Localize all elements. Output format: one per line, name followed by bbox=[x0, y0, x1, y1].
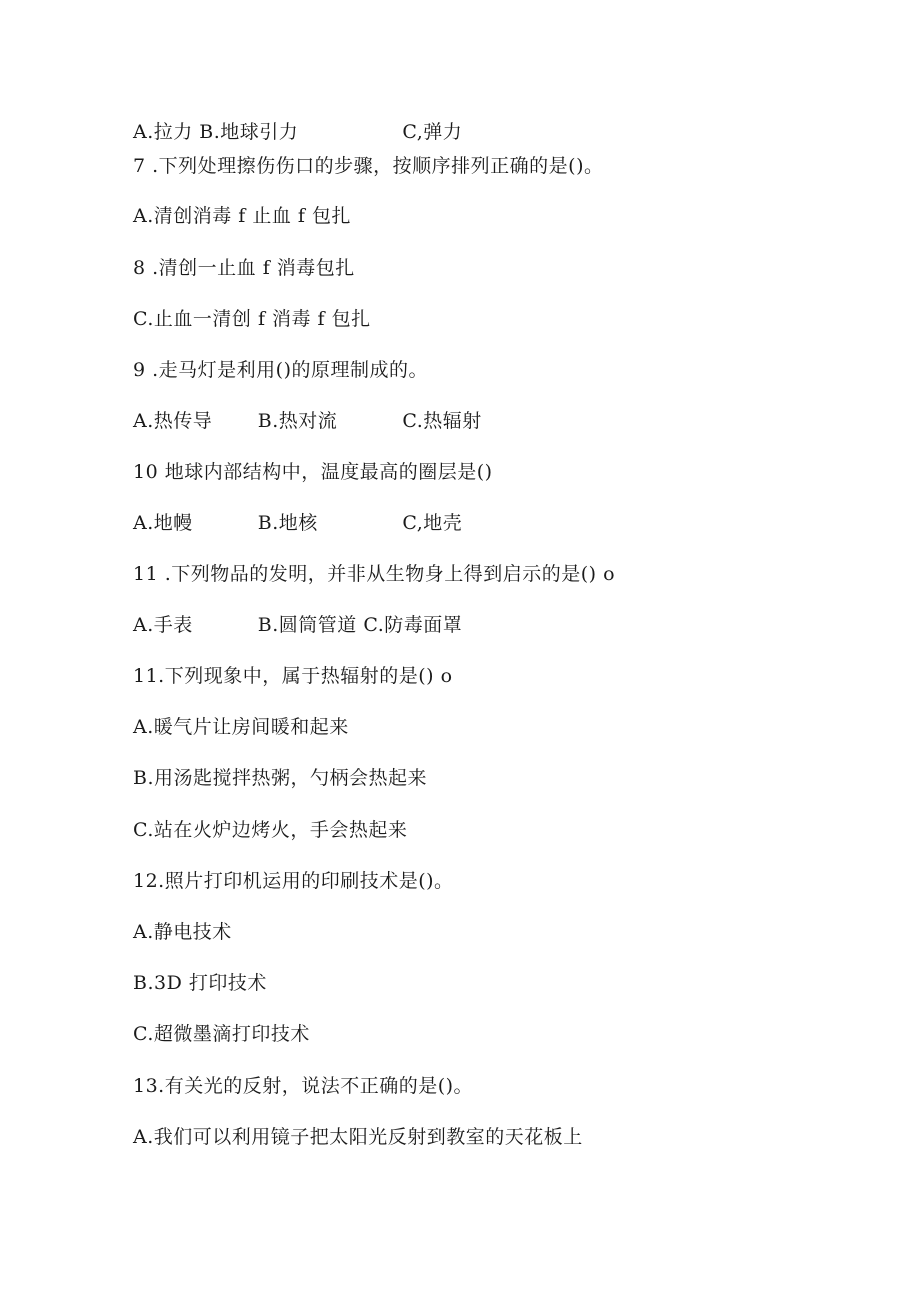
option-a-q12: A.静电技术 bbox=[133, 921, 232, 943]
option-c-q7: C.止血一清创 f 消毒 f 包扎 bbox=[133, 308, 371, 330]
question-13: 13.有关光的反射，说法不正确的是()。 bbox=[133, 1075, 474, 1097]
options-q10: A.地幔 B.地核 C,地壳 bbox=[133, 512, 463, 534]
option-c-q11b: C.站在火炉边烤火，手会热起来 bbox=[133, 819, 408, 841]
question-7: 7 .下列处理擦伤伤口的步骤，按顺序排列正确的是()。 bbox=[133, 155, 604, 177]
options-q9: A.热传导 B.热对流 C.热辐射 bbox=[133, 410, 482, 432]
question-12: 12.照片打印机运用的印刷技术是()。 bbox=[133, 870, 454, 892]
option-c-q12: C.超微墨滴打印技术 bbox=[133, 1023, 310, 1045]
question-11b: 11.下列现象中，属于热辐射的是() o bbox=[133, 665, 453, 687]
option-line-q6: A.拉力 B.地球引力 C,弹力 bbox=[133, 121, 463, 143]
question-9: 9 .走马灯是利用()的原理制成的。 bbox=[133, 359, 428, 381]
question-10: 10 地球内部结构中，温度最高的圈层是() bbox=[133, 461, 493, 483]
option-a-q13: A.我们可以利用镜子把太阳光反射到教室的天花板上 bbox=[133, 1126, 583, 1148]
option-b-q12: B.3D 打印技术 bbox=[133, 972, 267, 994]
options-q11a: A.手表 B.圆筒管道 C.防毒面罩 bbox=[133, 614, 463, 636]
option-b-q7: 8 .清创一止血 f 消毒包扎 bbox=[133, 257, 355, 279]
option-a-q7: A.清创消毒 f 止血 f 包扎 bbox=[133, 205, 351, 227]
option-b-q11b: B.用汤匙搅拌热粥，勺柄会热起来 bbox=[133, 767, 428, 789]
question-11a: 11 .下列物品的发明，并非从生物身上得到启示的是() o bbox=[133, 563, 616, 585]
option-a-q11b: A.暖气片让房间暖和起来 bbox=[133, 716, 349, 738]
